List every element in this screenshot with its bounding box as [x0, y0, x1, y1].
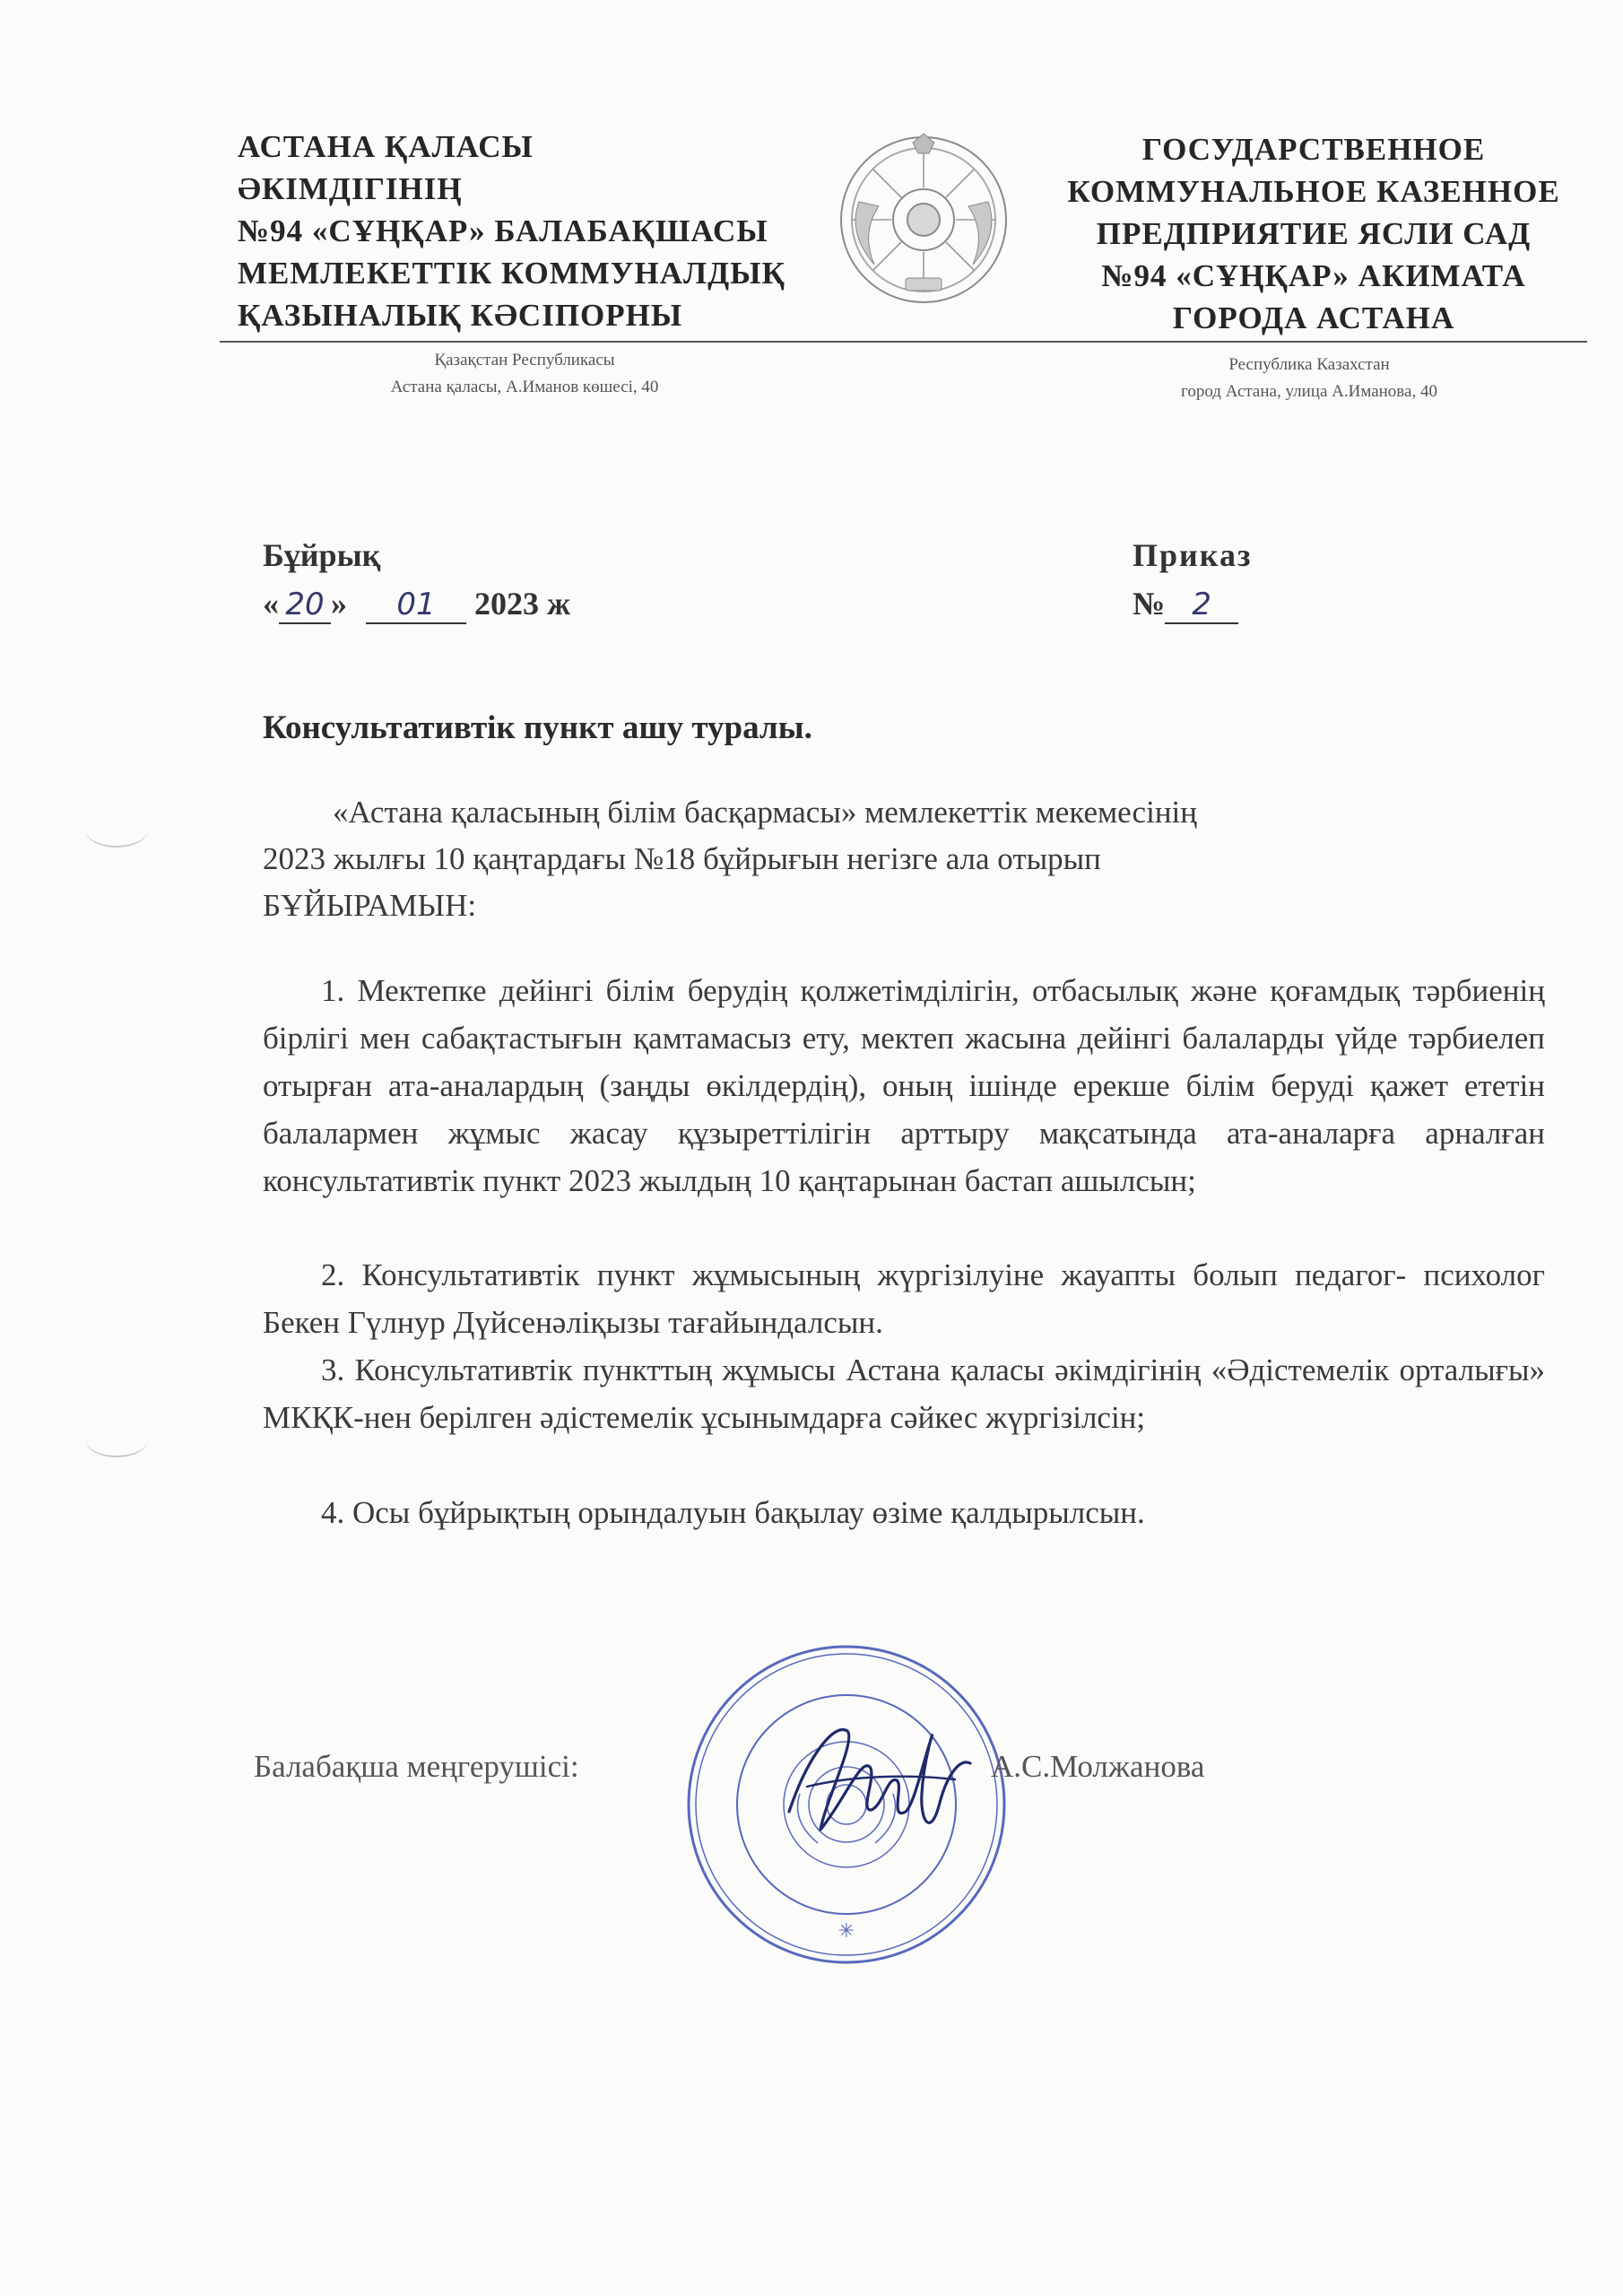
date-year: 2023 ж	[474, 586, 571, 622]
svg-text:✳: ✳	[838, 1920, 855, 1943]
org-name-kazakh	[238, 126, 820, 336]
order-item-3: 3. Консультативтік пункттың жұмысы Астана қаласы әкімдігінің «Әдістемелік орталығы» МКҚК-нен берілген әдістемелік ұсынымдарға сәйкес жүргізілсін;	[263, 1352, 1545, 1435]
address-kazakh	[323, 347, 726, 401]
address-line: Республика Казахстан	[1228, 355, 1390, 374]
number-prefix: №	[1133, 586, 1166, 622]
order-command: БҰЙЫРАМЫН:	[263, 888, 477, 923]
order-date	[263, 585, 570, 624]
date-month: 01	[366, 587, 466, 624]
org-name-kazakh-line: №94 «СҰҢҚАР» БАЛАБАҚШАСЫ	[238, 213, 768, 248]
org-name-russian-line: ГОСУДАРСТВЕННОЕ	[1141, 132, 1486, 167]
org-name-kazakh-line: МЕМЛЕКЕТТІК КОММУНАЛДЫҚ	[238, 256, 785, 291]
header-divider	[220, 341, 1587, 343]
punch-hole	[85, 1422, 148, 1457]
date-close-quote: »	[331, 586, 347, 622]
order-title-russian: Приказ	[1133, 537, 1253, 573]
org-name-russian	[1049, 128, 1578, 339]
date-day: 20	[279, 587, 331, 624]
address-russian	[1112, 352, 1506, 405]
org-name-kazakh-line: ҚАЗЫНАЛЫҚ КӘСІПОРНЫ	[238, 298, 683, 333]
order-item-1: 1. Мектепке дейінгі білім берудің қолжетімділігін, отбасылық және қоғамдық тәрбиенің бірлігі мен сабақтастығын қамтамасыз ету, мектеп жасына дейінгі балаларды үйде тәрбиелеп отырған ата-аналардың (заңды өкілдердің), оның ішінде ерекше білім беруді қажет ететін балалармен жұмыс жасау құзыреттілігін арттыру мақсатында ата-аналарға арналған консультативтік пункт 2023 жылдың 10 қаңтарынан бастап ашылсын;	[263, 973, 1545, 1198]
org-name-kazakh-line: АСТАНА ҚАЛАСЫ	[238, 129, 534, 164]
org-name-russian-line: ПРЕДПРИЯТИЕ ЯСЛИ САД	[1096, 216, 1532, 251]
org-name-russian-line: КОММУНАЛЬНОЕ КАЗЕННОЕ	[1067, 174, 1560, 209]
intro-line: 2023 жылғы 10 қаңтардағы №18 бұйрығын негізге ала отырып	[263, 841, 1101, 876]
signatory-position: Балабақша меңгерушісі:	[254, 1749, 579, 1784]
order-subject: Консультативтік пункт ашу туралы.	[263, 709, 812, 746]
intro-line: «Астана қаласының білім басқармасы» мемлекеттік мекемесінің	[333, 795, 1198, 830]
org-name-russian-line: №94 «СҰҢҚАР» АКИМАТА	[1101, 258, 1526, 293]
order-number	[1133, 585, 1238, 624]
address-line: город Астана, улица А.Иманова, 40	[1181, 382, 1437, 401]
org-name-russian-line: ГОРОДА АСТАНА	[1172, 300, 1455, 335]
date-open-quote: «	[263, 586, 279, 622]
org-name-kazakh-line: ӘКІМДІГІНІҢ	[238, 171, 463, 206]
handwritten-signature	[771, 1704, 977, 1857]
signatory-name: А.С.Молжанова	[991, 1749, 1205, 1784]
number-value: 2	[1165, 587, 1238, 624]
address-line: Қазақстан Республикасы	[434, 351, 615, 370]
state-emblem-icon	[834, 130, 1013, 309]
order-title-kazakh: Бұйрық	[263, 537, 381, 573]
order-item-4: 4. Осы бұйрықтың орындалуын бақылау өзіме қалдырылсын.	[321, 1495, 1145, 1530]
address-line: Астана қаласы, А.Иманов көшесі, 40	[390, 378, 659, 396]
punch-hole	[85, 812, 148, 848]
order-item-2: 2. Консультативтік пункт жұмысының жүргізілуіне жауапты болып педагог- психолог Бекен Гүлнур Дүйсенәліқызы тағайындалсын.	[263, 1257, 1545, 1340]
